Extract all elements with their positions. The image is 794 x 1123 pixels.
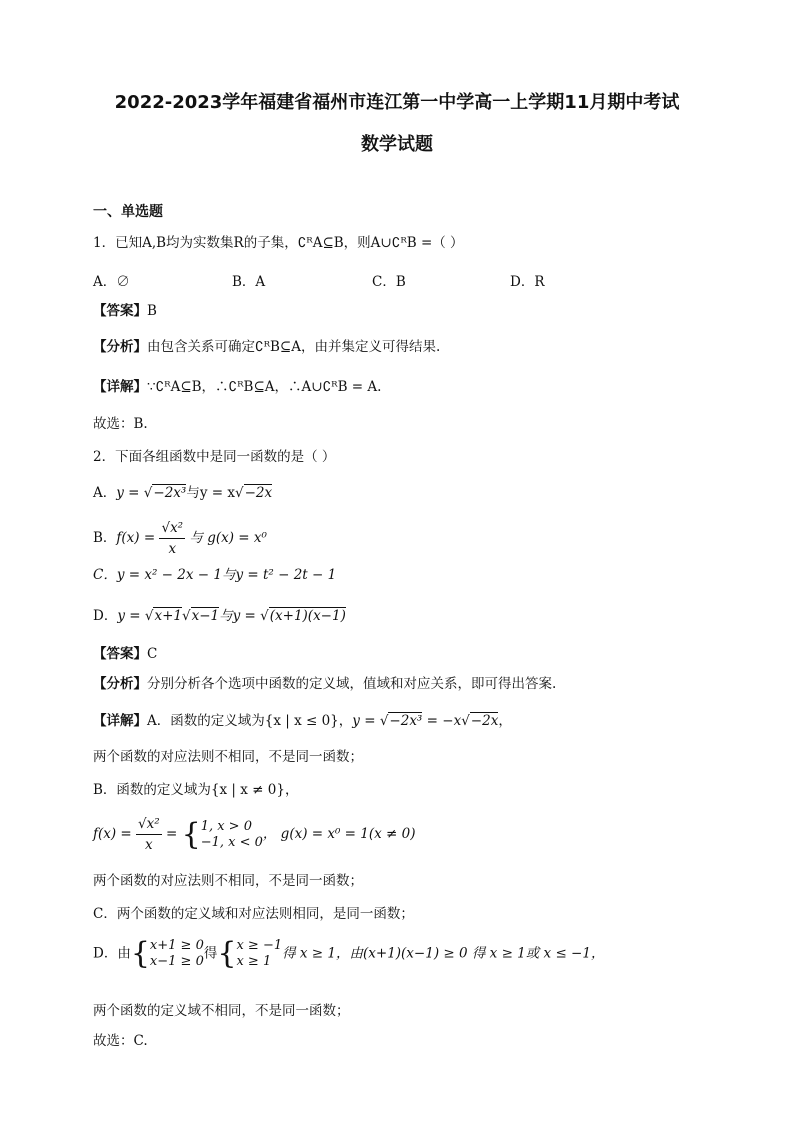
case: x−1 ≥ 0 bbox=[149, 954, 204, 969]
denominator: x bbox=[168, 541, 177, 557]
q2-detail-b-formula bbox=[93, 814, 416, 855]
q2-detail-b-conclusion: 两个函数的对应法则不相同，不是同一函数； bbox=[93, 873, 363, 889]
radicand: x−1 bbox=[191, 608, 220, 624]
expr: f(x) = bbox=[93, 826, 137, 842]
expr: ， bbox=[498, 713, 512, 729]
radicand: x+1 bbox=[154, 608, 182, 624]
q2-detail-d bbox=[93, 938, 604, 970]
answer-value: C bbox=[147, 646, 158, 662]
analysis-text: 分别分析各个选项中函数的定义域，值域和对应关系，即可得出答案. bbox=[147, 676, 557, 692]
radicand: −2x bbox=[244, 485, 273, 501]
detail-text: 得 bbox=[203, 945, 218, 962]
answer-tag: 【答案】 bbox=[93, 646, 147, 662]
q2-stem: 2．下面各组函数中是同一函数的是（ ） bbox=[93, 449, 336, 465]
q2-option-c: C．y = x² − 2x − 1与y = t² − 2t − 1 bbox=[93, 567, 337, 583]
expr: 与y = x bbox=[186, 485, 235, 501]
q2-detail-c: C．两个函数的定义域和对应法则相同，是同一函数； bbox=[93, 906, 414, 922]
q2-final: 故选：C. bbox=[93, 1033, 148, 1049]
q2-analysis bbox=[93, 675, 556, 693]
detail-text: 得 x ≥ 1，由(x+1)(x−1) ≥ 0 得 x ≥ 1或 x ≤ −1， bbox=[282, 945, 605, 962]
left-brace: { bbox=[217, 936, 237, 971]
case: −1, x < 0 bbox=[200, 834, 263, 850]
detail-text: D．由 bbox=[93, 945, 131, 962]
detail-tag: 【详解】 bbox=[93, 379, 147, 395]
detail-text: A．函数的定义域为{x | x ≤ 0}， bbox=[147, 713, 353, 729]
expr: 与y = bbox=[219, 608, 261, 624]
case: x+1 ≥ 0 bbox=[149, 938, 204, 953]
q1-analysis bbox=[93, 338, 440, 356]
fraction bbox=[159, 518, 185, 559]
section-heading: 一、单选题 bbox=[93, 204, 163, 220]
expr: y = bbox=[117, 608, 145, 624]
numerator: √x² bbox=[136, 814, 162, 835]
q2-option-b bbox=[93, 518, 267, 559]
denominator: x bbox=[145, 837, 153, 853]
left-brace: { bbox=[130, 936, 150, 971]
radicand: −2x³ bbox=[389, 713, 423, 729]
q2-answer bbox=[93, 645, 157, 663]
numerator: √x² bbox=[159, 518, 185, 539]
radicand: −2x bbox=[470, 713, 499, 729]
expr: f(x) = bbox=[116, 530, 160, 546]
detail-tag: 【详解】 bbox=[93, 713, 147, 729]
expr: ， g(x) = x⁰ = 1(x ≠ 0) bbox=[262, 826, 416, 842]
option-label: D． bbox=[93, 608, 118, 624]
q1-option-b: B．A bbox=[232, 274, 266, 290]
q2-option-d: D．y = √x+1√x−1与y = √(x+1)(x−1) bbox=[93, 608, 346, 624]
title-line-2: 数学试题 bbox=[361, 134, 433, 155]
q2-option-a: A．y = √−2x³与y = x√−2x bbox=[93, 485, 273, 501]
analysis-tag: 【分析】 bbox=[93, 676, 147, 692]
answer-value: B bbox=[147, 303, 157, 319]
title-line-1: 2022-2023学年福建省福州市连江第一中学高一上学期11月期中考试 bbox=[114, 92, 680, 113]
case: 1, x > 0 bbox=[200, 818, 252, 834]
option-label: B． bbox=[93, 530, 117, 546]
fraction bbox=[136, 814, 162, 855]
system-cases bbox=[150, 938, 204, 970]
q1-detail bbox=[93, 378, 381, 396]
q1-stem: 1．已知A,B均为实数集R的子集，∁ᴿA⊆B，则A∪∁ᴿB =（ ） bbox=[93, 235, 464, 251]
analysis-tag: 【分析】 bbox=[93, 339, 147, 355]
expr: y = bbox=[116, 485, 144, 501]
system-cases bbox=[236, 938, 282, 970]
analysis-text: 由包含关系可确定∁ᴿB⊆A，由并集定义可得结果. bbox=[147, 339, 441, 355]
q1-final: 故选：B. bbox=[93, 416, 148, 432]
radicand: −2x³ bbox=[153, 485, 187, 501]
q2-detail-d-conclusion: 两个函数的定义域不相同，不是同一函数； bbox=[93, 1003, 350, 1019]
expr: = −x bbox=[422, 713, 462, 729]
option-label: A． bbox=[93, 485, 117, 501]
q2-detail-b: B．函数的定义域为{x | x ≠ 0}， bbox=[93, 782, 299, 798]
expr: 与 g(x) = x⁰ bbox=[185, 530, 267, 546]
q1-option-d: D．R bbox=[510, 274, 545, 290]
q2-detail-a-conclusion: 两个函数的对应法则不相同，不是同一函数； bbox=[93, 749, 363, 765]
answer-tag: 【答案】 bbox=[93, 303, 147, 319]
expr: = bbox=[161, 826, 182, 842]
piecewise-cases bbox=[201, 819, 263, 851]
q2-detail-a: 【详解】A．函数的定义域为{x | x ≤ 0}，y = √−2x³ = −x√−2x， bbox=[93, 713, 512, 729]
detail-text: ∵∁ᴿA⊆B，∴∁ᴿB⊆A，∴A∪∁ᴿB = A. bbox=[147, 379, 382, 395]
radicand: (x+1)(x−1) bbox=[269, 608, 346, 624]
q1-option-a: A．∅ bbox=[93, 274, 130, 290]
case: x ≥ −1 bbox=[236, 938, 283, 953]
expr: y = bbox=[352, 713, 380, 729]
case: x ≥ 1 bbox=[236, 954, 272, 969]
q1-answer bbox=[93, 302, 157, 320]
left-brace: { bbox=[181, 816, 201, 852]
q1-option-c: C．B bbox=[372, 274, 406, 290]
